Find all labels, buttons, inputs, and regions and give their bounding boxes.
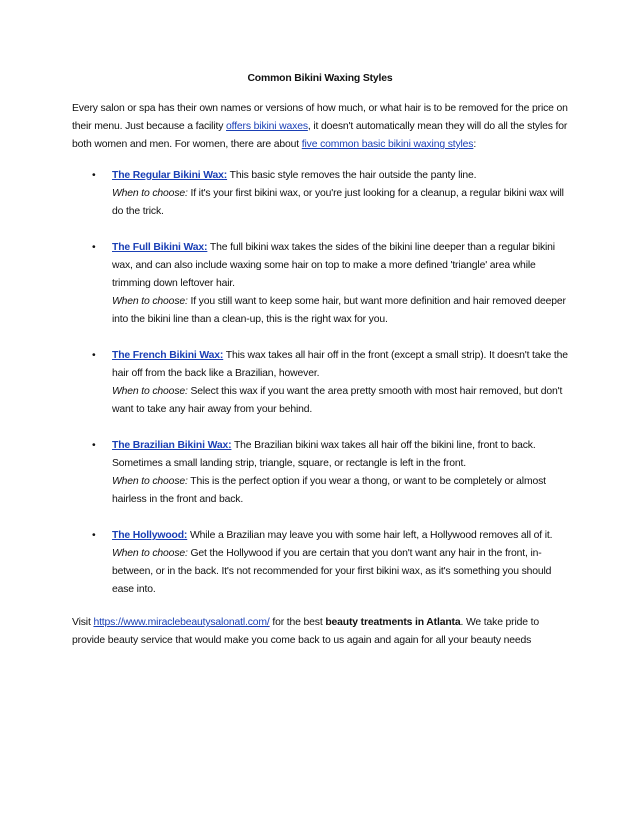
- when-to-choose-text: Get the Hollywood if you are certain that you don't want any hair in the front, in-between, or in the back. It's not recommended for your first bikini wax, as it's something you should ease into.: [112, 548, 552, 595]
- intro-text: :: [473, 139, 477, 150]
- when-to-choose-text: This is the perfect option if you wear a thong, or want to be completely or almost hairless in the front and back.: [112, 476, 546, 505]
- regular-bikini-wax-link[interactable]: The Regular Bikini Wax:: [112, 170, 228, 181]
- french-bikini-wax-link[interactable]: The French Bikini Wax:: [112, 350, 224, 361]
- style-description: The full bikini wax takes the sides of the bikini line deeper than a regular bikini wax, and can also include waxing some hair on top to make a more defined 'triangle' area while trimming down leftover hair.: [112, 242, 555, 289]
- list-item: [72, 437, 568, 509]
- when-to-choose-label: When to choose:: [112, 296, 188, 307]
- salon-website-link[interactable]: https://www.miraclebeautysalonatl.com/: [93, 617, 270, 628]
- style-description: This wax takes all hair off in the front (except a small strip). It doesn't take the hair off from the back like a Brazilian, however.: [112, 350, 568, 379]
- document-title: Common Bikini Waxing Styles: [247, 73, 393, 84]
- when-to-choose-label: When to choose:: [112, 188, 188, 199]
- intro-paragraph: [72, 100, 568, 154]
- bullet-icon: •: [92, 170, 96, 181]
- when-to-choose-label: When to choose:: [112, 476, 188, 487]
- intro-text: , it doesn't automatically mean they will do all the styles for both women and men. For women, there are about: [72, 121, 568, 150]
- bullet-icon: •: [92, 530, 96, 541]
- when-to-choose-text: If it's your first bikini wax, or you're just looking for a cleanup, a regular bikini wax will do the trick.: [112, 188, 564, 217]
- when-to-choose-text: Select this wax if you want the area pretty smooth with most hair removed, but don't want to take any hair away from your behind.: [112, 386, 563, 415]
- footer-text: . We take pride to provide beauty service that would make you come back to us again and again for all your beauty needs: [72, 617, 540, 646]
- style-description: This basic style removes the hair outside the panty line.: [227, 170, 477, 181]
- beauty-treatments-bold: beauty treatments in Atlanta: [325, 617, 461, 628]
- bullet-icon: •: [92, 350, 96, 361]
- when-to-choose-label: When to choose:: [112, 548, 188, 559]
- offers-bikini-waxes-link[interactable]: offers bikini waxes: [226, 121, 308, 132]
- when-to-choose-text: If you still want to keep some hair, but want more definition and hair removed deeper into the bikini line than a clean-up, this is the right wax for you.: [112, 296, 566, 325]
- bullet-icon: •: [92, 440, 96, 451]
- hollywood-link[interactable]: The Hollywood:: [112, 530, 188, 541]
- list-item: [72, 347, 568, 419]
- footer-text: Visit: [72, 617, 94, 628]
- full-bikini-wax-link[interactable]: The Full Bikini Wax:: [112, 242, 208, 253]
- list-item: [72, 527, 568, 599]
- list-item: [72, 167, 568, 221]
- style-description: While a Brazilian may leave you with some hair left, a Hollywood removes all of it.: [187, 530, 553, 541]
- intro-text: Every salon or spa has their own names or versions of how much, or what hair is to be removed for the price on their menu. Just because a facility: [72, 103, 568, 132]
- bullet-icon: •: [92, 242, 96, 253]
- style-description: The Brazilian bikini wax takes all hair off the bikini line, front to back. Sometimes a small landing strip, triangle, square, or rectangle is left in the front.: [112, 440, 536, 469]
- list-item: [72, 239, 568, 329]
- five-common-styles-link[interactable]: five common basic bikini waxing styles: [301, 139, 474, 150]
- styles-list: [72, 167, 568, 599]
- footer-text: for the best: [269, 617, 326, 628]
- document-page: [72, 70, 568, 650]
- brazilian-bikini-wax-link[interactable]: The Brazilian Bikini Wax:: [112, 440, 232, 451]
- footer-paragraph: [72, 614, 568, 650]
- when-to-choose-label: When to choose:: [112, 386, 188, 397]
